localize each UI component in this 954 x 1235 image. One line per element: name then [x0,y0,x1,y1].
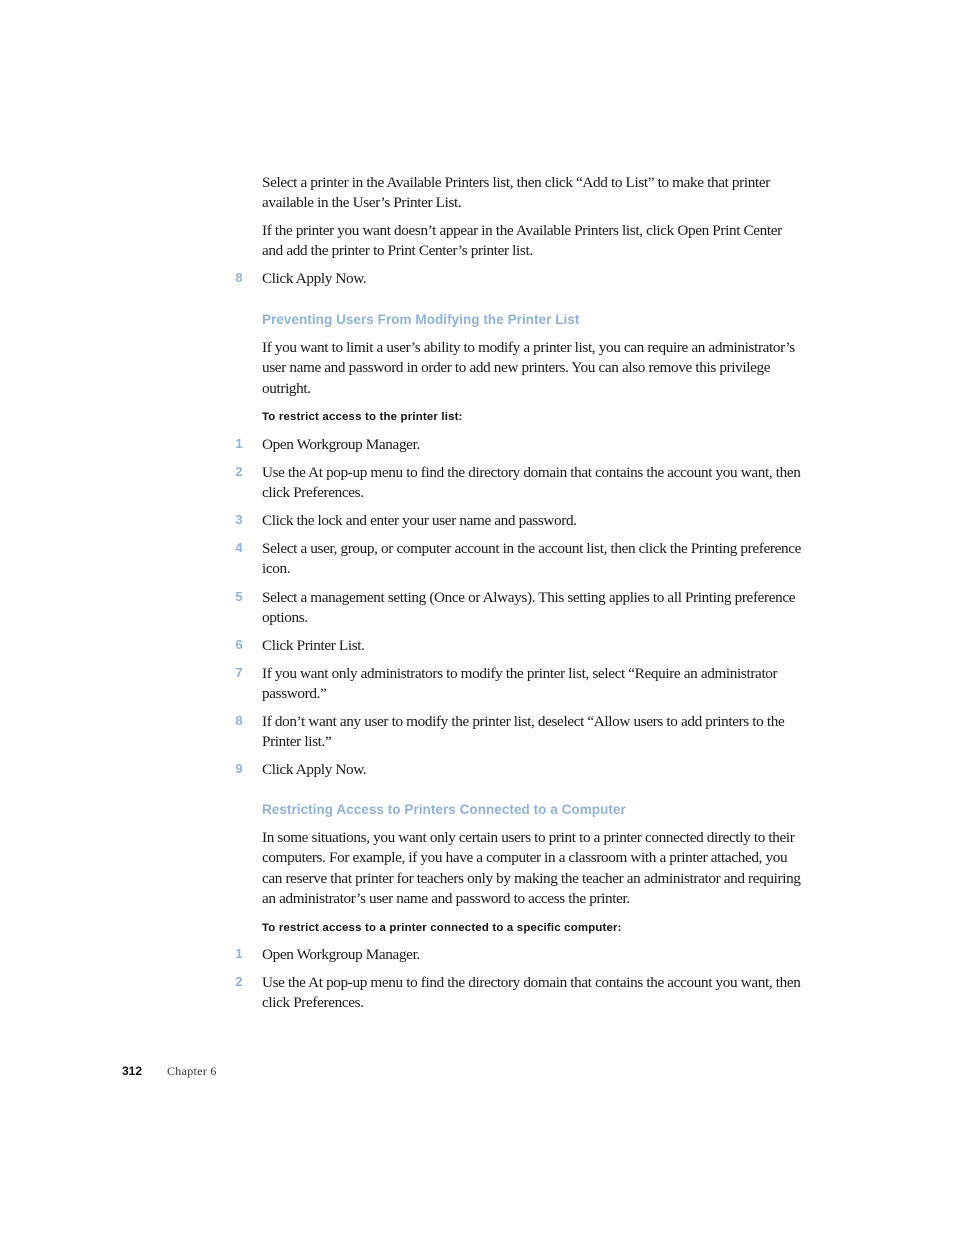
step-text: Select a user, group, or computer account in the account list, then click the Printing preference icon. [262,540,801,578]
step-text: Use the At pop-up menu to find the directory domain that contains the account you want, then click Preferences. [262,464,801,502]
section2-paragraph: In some situations, you want only certain users to print to a printer connected directly to their computers. For example, if you have a computer in a classroom with a printer attached, you can reserve that printer for teachers only by making the teacher an administrator and requiring an administrator’s user name and password to access the printer. [262,829,801,907]
step-text: If don’t want any user to modify the printer list, deselect “Allow users to add printers to the Printer list.” [262,713,785,751]
intro-paragraph-1: Select a printer in the Available Printers list, then click “Add to List” to make that printer available in the User’s Printer List. [262,174,770,212]
step-number: 1 [235,436,243,451]
step-text: Open Workgroup Manager. [262,946,420,963]
step-text: Click Apply Now. [262,761,367,778]
chapter-label: Chapter 6 [167,1064,217,1078]
step-number: 8 [235,270,243,285]
step-number: 2 [235,464,243,479]
section1-paragraph: If you want to limit a user’s ability to modify a printer list, you can require an administrator’s user name and password in order to add new printers. You can also remove this privilege outright. [262,339,795,397]
page-number: 312 [122,1064,143,1078]
step-text: Use the At pop-up menu to find the directory domain that contains the account you want, then click Preferences. [262,974,801,1012]
section-heading-preventing: Preventing Users From Modifying the Printer List [262,312,580,327]
task-heading-restrict-printer-list: To restrict access to the printer list: [262,411,463,423]
step-number: 1 [235,946,243,961]
section-heading-restricting: Restricting Access to Printers Connected to a Computer [262,802,626,817]
step-number: 7 [235,665,243,680]
step-text: Click Printer List. [262,637,365,654]
step-text: Select a management setting (Once or Always). This setting applies to all Printing preference options. [262,589,796,627]
step-text: Click Apply Now. [262,270,367,287]
step-number: 3 [235,512,243,527]
step-number: 6 [235,637,243,652]
step-number: 9 [235,761,243,776]
step-number: 8 [235,713,243,728]
step-text: Click the lock and enter your user name and password. [262,512,577,529]
step-number: 5 [235,589,243,604]
step-text: If you want only administrators to modify the printer list, select “Require an administrator password.” [262,665,778,703]
step-text: Open Workgroup Manager. [262,436,420,453]
step-number: 4 [235,540,243,555]
step-number: 2 [235,974,243,989]
intro-paragraph-2: If the printer you want doesn’t appear in the Available Printers list, click Open Print Center and add the printer to Print Center’s printer list. [262,222,782,260]
task-heading-restrict-connected-printer: To restrict access to a printer connected to a specific computer: [262,922,622,934]
